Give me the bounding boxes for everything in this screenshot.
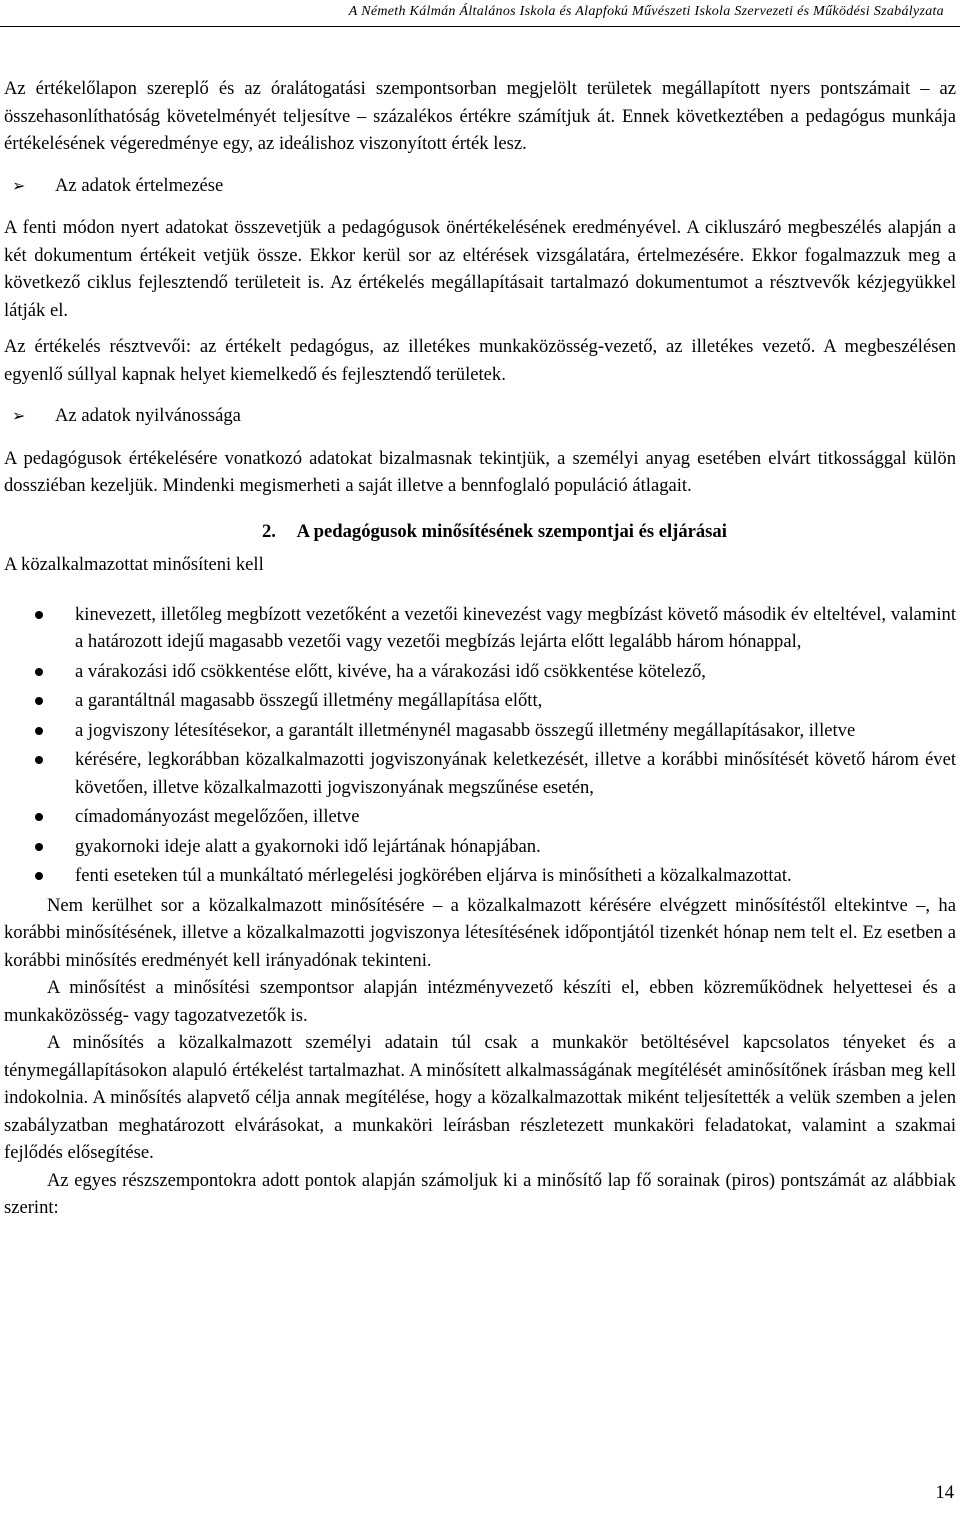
paragraph-score-calculation: Az egyes részszempontokra adott pontok alapján számoljuk ki a minősítő lap fő sorainak (piros) pontszámát az alábbiak szerint:	[4, 1169, 956, 1218]
bullet-dot-icon	[35, 697, 43, 705]
subheading-data-publicity	[4, 402, 956, 431]
arrow-bullet-icon: ➢	[12, 408, 26, 425]
bullet-dot-icon	[35, 727, 43, 735]
bullet-dot-icon	[35, 843, 43, 851]
paragraph-who-qualifies: A minősítést a minősítési szempontsor alapján intézményvezető készíti el, ebben közreműködnek helyettesei és a munkaközösség- vagy tagozatvezetők is.	[4, 977, 956, 1026]
bullet-dot-icon	[35, 668, 43, 676]
paragraph-confidentiality: A pedagógusok értékelésére vonatkozó adatokat bizalmasnak tekintjük, a személyi anyag esetében elvárt titkossággal külön dossziéban kezeljük. Mindenki megismerheti a saját illetve a bennfoglaló populáció átlagait.	[4, 447, 956, 496]
list-item: a garantáltnál magasabb összegű illetmény megállapítása előtt,	[4, 687, 956, 715]
section-heading	[4, 518, 956, 546]
paragraph-participants: Az értékelés résztvevői: az értékelt pedagógus, az illetékes munkaközösség-vezető, az illetékes vezető. A megbeszélésen egyenlő súllyal kapnak helyet kiemelkedő és fejlesztendő területek.	[4, 336, 956, 385]
list-item: kérésére, legkorábban közalkalmazotti jogviszonyának keletkezését, illetve a korábbi minősítését követő három évet követően, illetve közalkalmazotti jogviszonyának megszűnése esetén,	[4, 746, 956, 801]
paragraph-no-qualification: Nem kerülhet sor a közalkalmazott minősítésére – a közalkalmazott kérésére elvégzett minősítéstől eltekintve –, ha korábbi minősítésének, illetve a közalkalmazotti jogviszonya létesítésének időpontjától tizenkét hónap nem telt el. Ez esetben a korábbi minősítés eredményét kell irányadónak tekinteni.	[4, 894, 956, 971]
list-item: címadományozást megelőzően, illetve	[4, 803, 956, 831]
subheading-data-interpretation	[4, 172, 956, 201]
list-item: kinevezett, illetőleg megbízott vezetőként a vezetői kinevezést vagy megbízást követő második év elteltével, valamint a határozott idejű magasabb vezetői vagy vezetői megbízás lejárta előtt legalább három hónappal,	[4, 601, 956, 656]
subheading-label: Az adatok nyilvánossága	[55, 405, 241, 426]
subheading-label: Az adatok értelmezése	[55, 174, 224, 196]
document-body	[4, 75, 956, 1222]
arrow-bullet-icon: ➢	[12, 177, 26, 195]
paragraph-percent-conversion: Az értékelőlapon szereplő és az óralátogatási szempontsorban megjelölt területek megállapított nyers pontszámait – az összehasonlíthatóság követelményét teljesítve – százalékos értékre számítjuk át. Ennek következtében a pedagógus munkája értékelésének végeredménye egy, az ideálishoz viszonyított érték lesz.	[4, 78, 956, 154]
section-title: A pedagógusok minősítésének szempontjai és eljárásai	[296, 520, 727, 542]
paragraph-qualification-content: A minősítés a közalkalmazott személyi adatain túl csak a munkakör betöltésével kapcsolatos tényeket és a ténymegállapításokon alapuló értékelést tartalmazhat. A minősített alkalmasságának megítélését aminősítőnek írásban meg kell indokolnia. A minősítés alapvető célja annak megítélése, hogy a közalkalmazottak miként teljesítették a velük szemben a jelen szabályzatban meghatározott elvárásokat, a munkaköri leírásban részletezett munkaköri feladatokat, valamint a szakmai fejlődés elősegítése.	[4, 1032, 956, 1163]
header-divider	[0, 26, 960, 27]
bullet-dot-icon	[35, 813, 43, 821]
section-number: 2.	[262, 520, 276, 542]
list-item: gyakornoki ideje alatt a gyakornoki idő lejártának hónapjában.	[4, 833, 956, 861]
bullet-dot-icon	[35, 872, 43, 880]
list-item: a jogviszony létesítésekor, a garantált illetménynél magasabb összegű illetmény megállapításakor, illetve	[4, 717, 956, 745]
bullet-dot-icon	[35, 756, 43, 764]
list-item: a várakozási idő csökkentése előtt, kivéve, ha a várakozási idő csökkentése kötelező,	[4, 658, 956, 686]
paragraph-lead: A közalkalmazottat minősíteni kell	[4, 554, 264, 575]
list-item: fenti eseteken túl a munkáltató mérlegelési jogkörében eljárva is minősítheti a közalkalmazottat.	[4, 862, 956, 890]
document-header: A Németh Kálmán Általános Iskola és Alapfokú Művészeti Iskola Szervezeti és Működési Szabályzata	[348, 4, 944, 19]
paragraph-data-comparison: A fenti módon nyert adatokat összevetjük a pedagógusok önértékelésének eredményével. A cikluszáró megbeszélés alapján a két dokumentum értékeit vetjük össze. Ekkor kerül sor az eltérések vizsgálatára, értelmezésére. Ekkor fogalmazzuk meg a következő ciklus fejlesztendő területeit is. Az értékelés megállapításait tartalmazó dokumentumot a résztvevők kézjegyükkel látják el.	[4, 217, 956, 321]
page-number: 14	[935, 1482, 954, 1503]
bullet-dot-icon	[35, 611, 43, 619]
qualification-cases-list	[4, 601, 956, 890]
